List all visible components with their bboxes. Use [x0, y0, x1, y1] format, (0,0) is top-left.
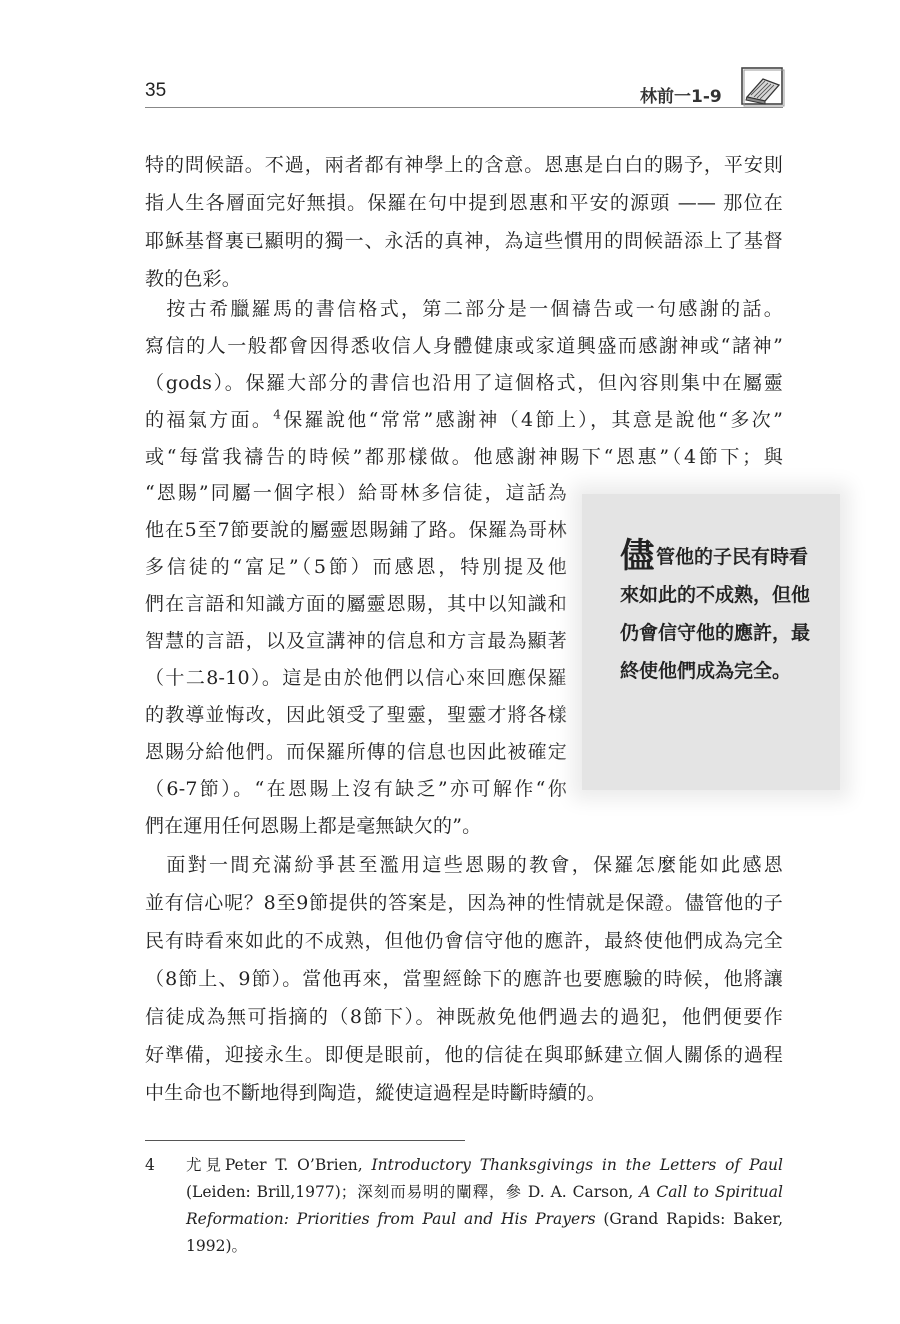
- paragraph-line: （十二8-10）。這是由於他們以信心來回應保羅: [145, 667, 567, 689]
- header-rule: [145, 107, 783, 108]
- paragraph-line: 智慧的言語，以及宣講神的信息和方言最為顯著: [145, 630, 567, 652]
- pull-quote-body: 管他的子民有時看來如此的不成熟，但他仍會信守他的應許，最終使他們成為完全。: [620, 546, 811, 682]
- drop-cap: 儘: [620, 536, 654, 576]
- paragraph-line: （gods）。保羅大部分的書信也沿用了這個格式，但內容則集中在屬靈: [145, 372, 783, 394]
- paragraph-line: “恩賜”同屬一個字根）給哥林多信徒，這話為: [145, 482, 567, 504]
- paragraph-line: 們在運用任何恩賜上都是毫無缺欠的”。: [145, 815, 482, 837]
- pull-quote-box: [582, 494, 840, 790]
- paragraph-line: 面對一間充滿紛爭甚至濫用這些恩賜的教會，保羅怎麼能如此感恩: [145, 854, 783, 876]
- footnote-reference[interactable]: 4: [273, 407, 282, 422]
- paragraph-line: 恩賜分給他們。而保羅所傳的信息也因此被確定: [145, 741, 567, 763]
- open-book-icon: [741, 67, 785, 107]
- paragraph-line: 信徒成為無可指摘的（8節下）。神既赦免他們過去的過犯，他們便要作: [145, 1006, 783, 1028]
- pull-quote-text: [620, 538, 826, 690]
- paragraph-line: 指人生各層面完好無損。保羅在句中提到恩惠和平安的源頭 —— 那位在: [145, 192, 783, 214]
- paragraph-line: 耶穌基督裏已顯明的獨一、永活的真神，為這些慣用的問候語添上了基督: [145, 230, 783, 252]
- paragraph-line: （8節上、9節）。當他再來，當聖經餘下的應許也要應驗的時候，他將讓: [145, 968, 783, 990]
- paragraph-line: 他在5至7節要說的屬靈恩賜鋪了路。保羅為哥林: [145, 519, 567, 541]
- book-title: A Call to Spiritual Reformation: Priorities from Paul and His Prayers: [186, 1183, 783, 1228]
- paragraph-line: 中生命也不斷地得到陶造，縱使這過程是時斷時續的。: [145, 1082, 606, 1104]
- paragraph-line: （6-7節）。“在恩賜上沒有缺乏”亦可解作“你: [145, 778, 567, 800]
- footnote-run: (Grand Rapids: Baker, 1992)。: [186, 1210, 784, 1255]
- paragraph-line: 民有時看來如此的不成熟，但他仍會信守他的應許，最終使他們成為完全: [145, 930, 783, 952]
- footnote-rule: [145, 1140, 465, 1141]
- paragraph-line: 多信徒的“富足”（5節）而感恩，特別提及他: [145, 556, 567, 578]
- paragraph-line: 的教導並悔改，因此領受了聖靈，聖靈才將各樣: [145, 704, 567, 726]
- paragraph-line: 特的問候語。不過，兩者都有神學上的含意。恩惠是白白的賜予，平安則: [145, 154, 783, 176]
- text-run: 的福氣方面。: [145, 409, 274, 431]
- page-number: 35: [145, 80, 167, 101]
- paragraph-line: 好準備，迎接永生。即便是眼前，他的信徒在與耶穌建立個人關係的過程: [145, 1044, 783, 1066]
- paragraph-line: 教的色彩。: [145, 268, 242, 290]
- footnote-text: [186, 1152, 783, 1260]
- paragraph-line: 或“每當我禱告的時候”都那樣做。他感謝神賜下“恩惠”（4節下；與: [145, 446, 783, 468]
- paragraph-line: 按古希臘羅馬的書信格式，第二部分是一個禱告或一句感謝的話。: [145, 298, 783, 320]
- footnote-run: 尤見Peter T. O’Brien,: [186, 1156, 372, 1174]
- book-title: Introductory Thanksgivings in the Letters of Paul: [371, 1156, 783, 1174]
- paragraph-line-with-footnote: [145, 401, 783, 439]
- paragraph-line: 寫信的人一般都會因得悉收信人身體健康或家道興盛而感謝神或“諸神”: [145, 335, 783, 357]
- footnote-number: 4: [145, 1156, 155, 1174]
- paragraph-line: 並有信心呢？8至9節提供的答案是，因為神的性情就是保證。儘管他的子: [145, 892, 783, 914]
- footnote-run: (Leiden: Brill,1977)；深刻而易明的闡釋，參 D. A. Carson,: [186, 1183, 640, 1201]
- paragraph-line: 們在言語和知識方面的屬靈恩賜，其中以知識和: [145, 593, 567, 615]
- running-title: 林前一1-9: [640, 87, 722, 107]
- text-run: 保羅說他“常常”感謝神（4節上），其意是說他“多次”: [281, 409, 783, 431]
